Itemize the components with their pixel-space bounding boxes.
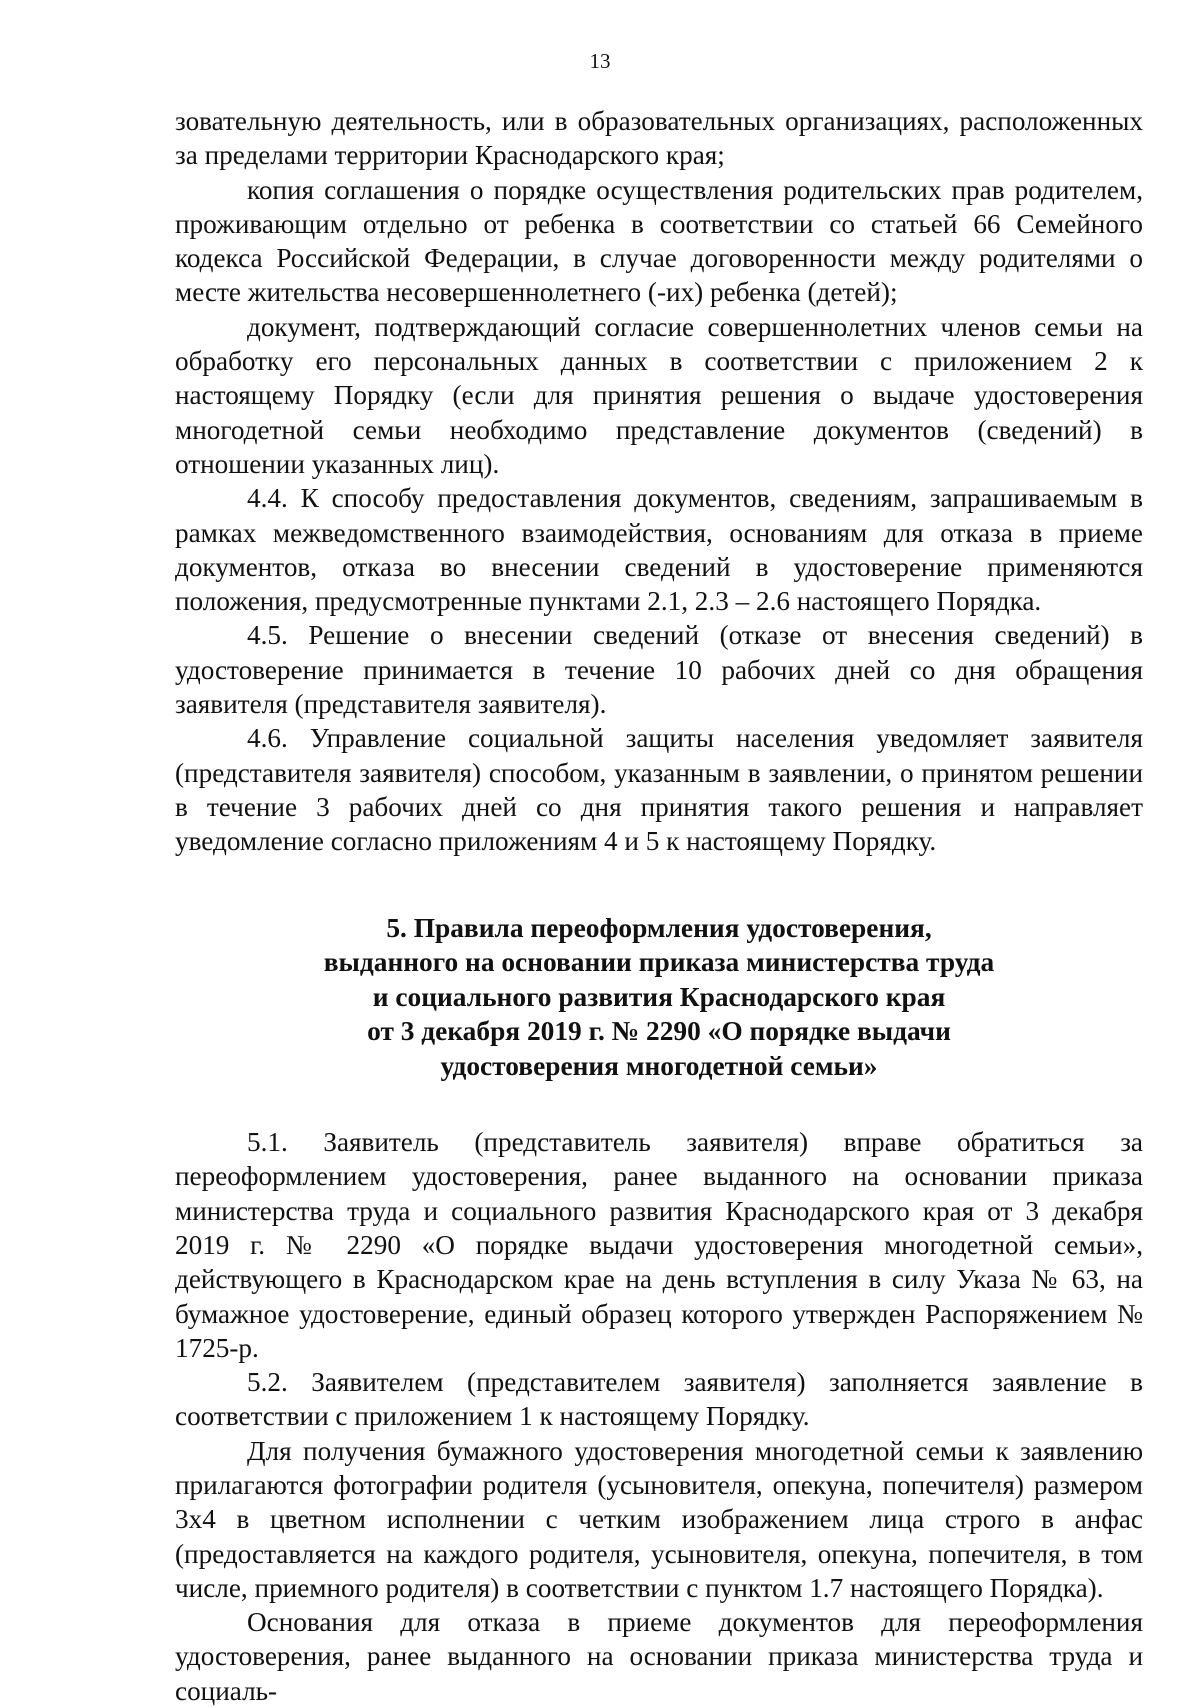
paragraph-4-6: 4.6. Управление социальной защиты населения уведомляет заявителя (представителя заявителя) способом, указанным в заявлении, о принятом решении в течение 3 рабочих дней со дня принятия такого решения и направляет уведомление согласно приложениям 4 и 5 к настоящему Порядку.: [175, 723, 1143, 857]
heading-line: выданного на основании приказа министерства труда: [323, 947, 995, 978]
paragraph-photo-requirements: Для получения бумажного удостоверения многодетной семьи к заявлению прилагаются фотографии родителя (усыновителя, опекуна, попечителя) размером 3х4 в цветном исполнении с четким изображением лица строго в анфас (предоставляется на каждого родителя, усыновителя, опекуна, попечителя, в том числе, приемного родителя) в соответствии с пунктом 1.7 настоящего Порядка).: [175, 1435, 1143, 1603]
page-number: 13: [589, 49, 611, 73]
paragraph-continuation: зовательную деятельность, или в образовательных организациях, расположенных за пределами территории Краснодарского края;: [175, 106, 1143, 171]
heading-line: 5. Правила переоформления удостоверения,: [386, 912, 932, 943]
document-body: [175, 104, 1143, 1708]
paragraph-5-1: 5.1. Заявитель (представитель заявителя) вправе обратиться за переоформлением удостоверения, ранее выданного на основании приказа министерства труда и социального развития Краснодарского края от 3 декабря 2019 г. № 2290 «О порядке выдачи удостоверения многодетной семьи», действующего в Краснодарском крае на день вступления в силу Указа № 63, на бумажное удостоверение, единый образец которого утвержден Распоряжением № 1725-р.: [175, 1127, 1143, 1363]
paragraph-refusal-grounds: Основания для отказа в приеме документов для переоформления удостоверения, ранее выданного на основании приказа министерства труда и социаль-: [175, 1607, 1143, 1706]
section-5-heading: [175, 911, 1143, 1084]
paragraph-consent-document: документ, подтверждающий согласие совершеннолетних членов семьи на обработку его персональных данных в соответствии с приложением 2 к настоящему Порядку (если для принятия решения о выдаче удостоверения многодетной семьи необходимо представление документов (сведений) в отношении указанных лиц).: [175, 311, 1143, 479]
heading-line: удостоверения многодетной семьи»: [440, 1050, 878, 1081]
heading-line: от 3 декабря 2019 г. № 2290 «О порядке выдачи: [367, 1016, 951, 1047]
paragraph-4-4: 4.4. К способу предоставления документов, сведениям, запрашиваемым в рамках межведомственного взаимодействия, основаниям для отказа в приеме документов, отказа во внесении сведений в удостоверение применяются положения, предусмотренные пунктами 2.1, 2.3 – 2.6 настоящего Порядка.: [175, 483, 1143, 617]
paragraph-agreement-copy: копия соглашения о порядке осуществления родительских прав родителем, проживающим отдельно от ребенка в соответствии со статьей 66 Семейного кодекса Российской Федерации, в случае договоренности между родителями о месте жительства несовершеннолетнего (-их) ребенка (детей);: [175, 174, 1143, 308]
paragraph-4-5: 4.5. Решение о внесении сведений (отказе от внесения сведений) в удостоверение принимается в течение 10 рабочих дней со дня обращения заявителя (представителя заявителя).: [175, 620, 1143, 720]
heading-line: и социального развития Краснодарского края: [372, 981, 946, 1012]
paragraph-5-2: 5.2. Заявителем (представителем заявителя) заполняется заявление в соответствии с приложением 1 к настоящему Порядку.: [175, 1367, 1143, 1432]
